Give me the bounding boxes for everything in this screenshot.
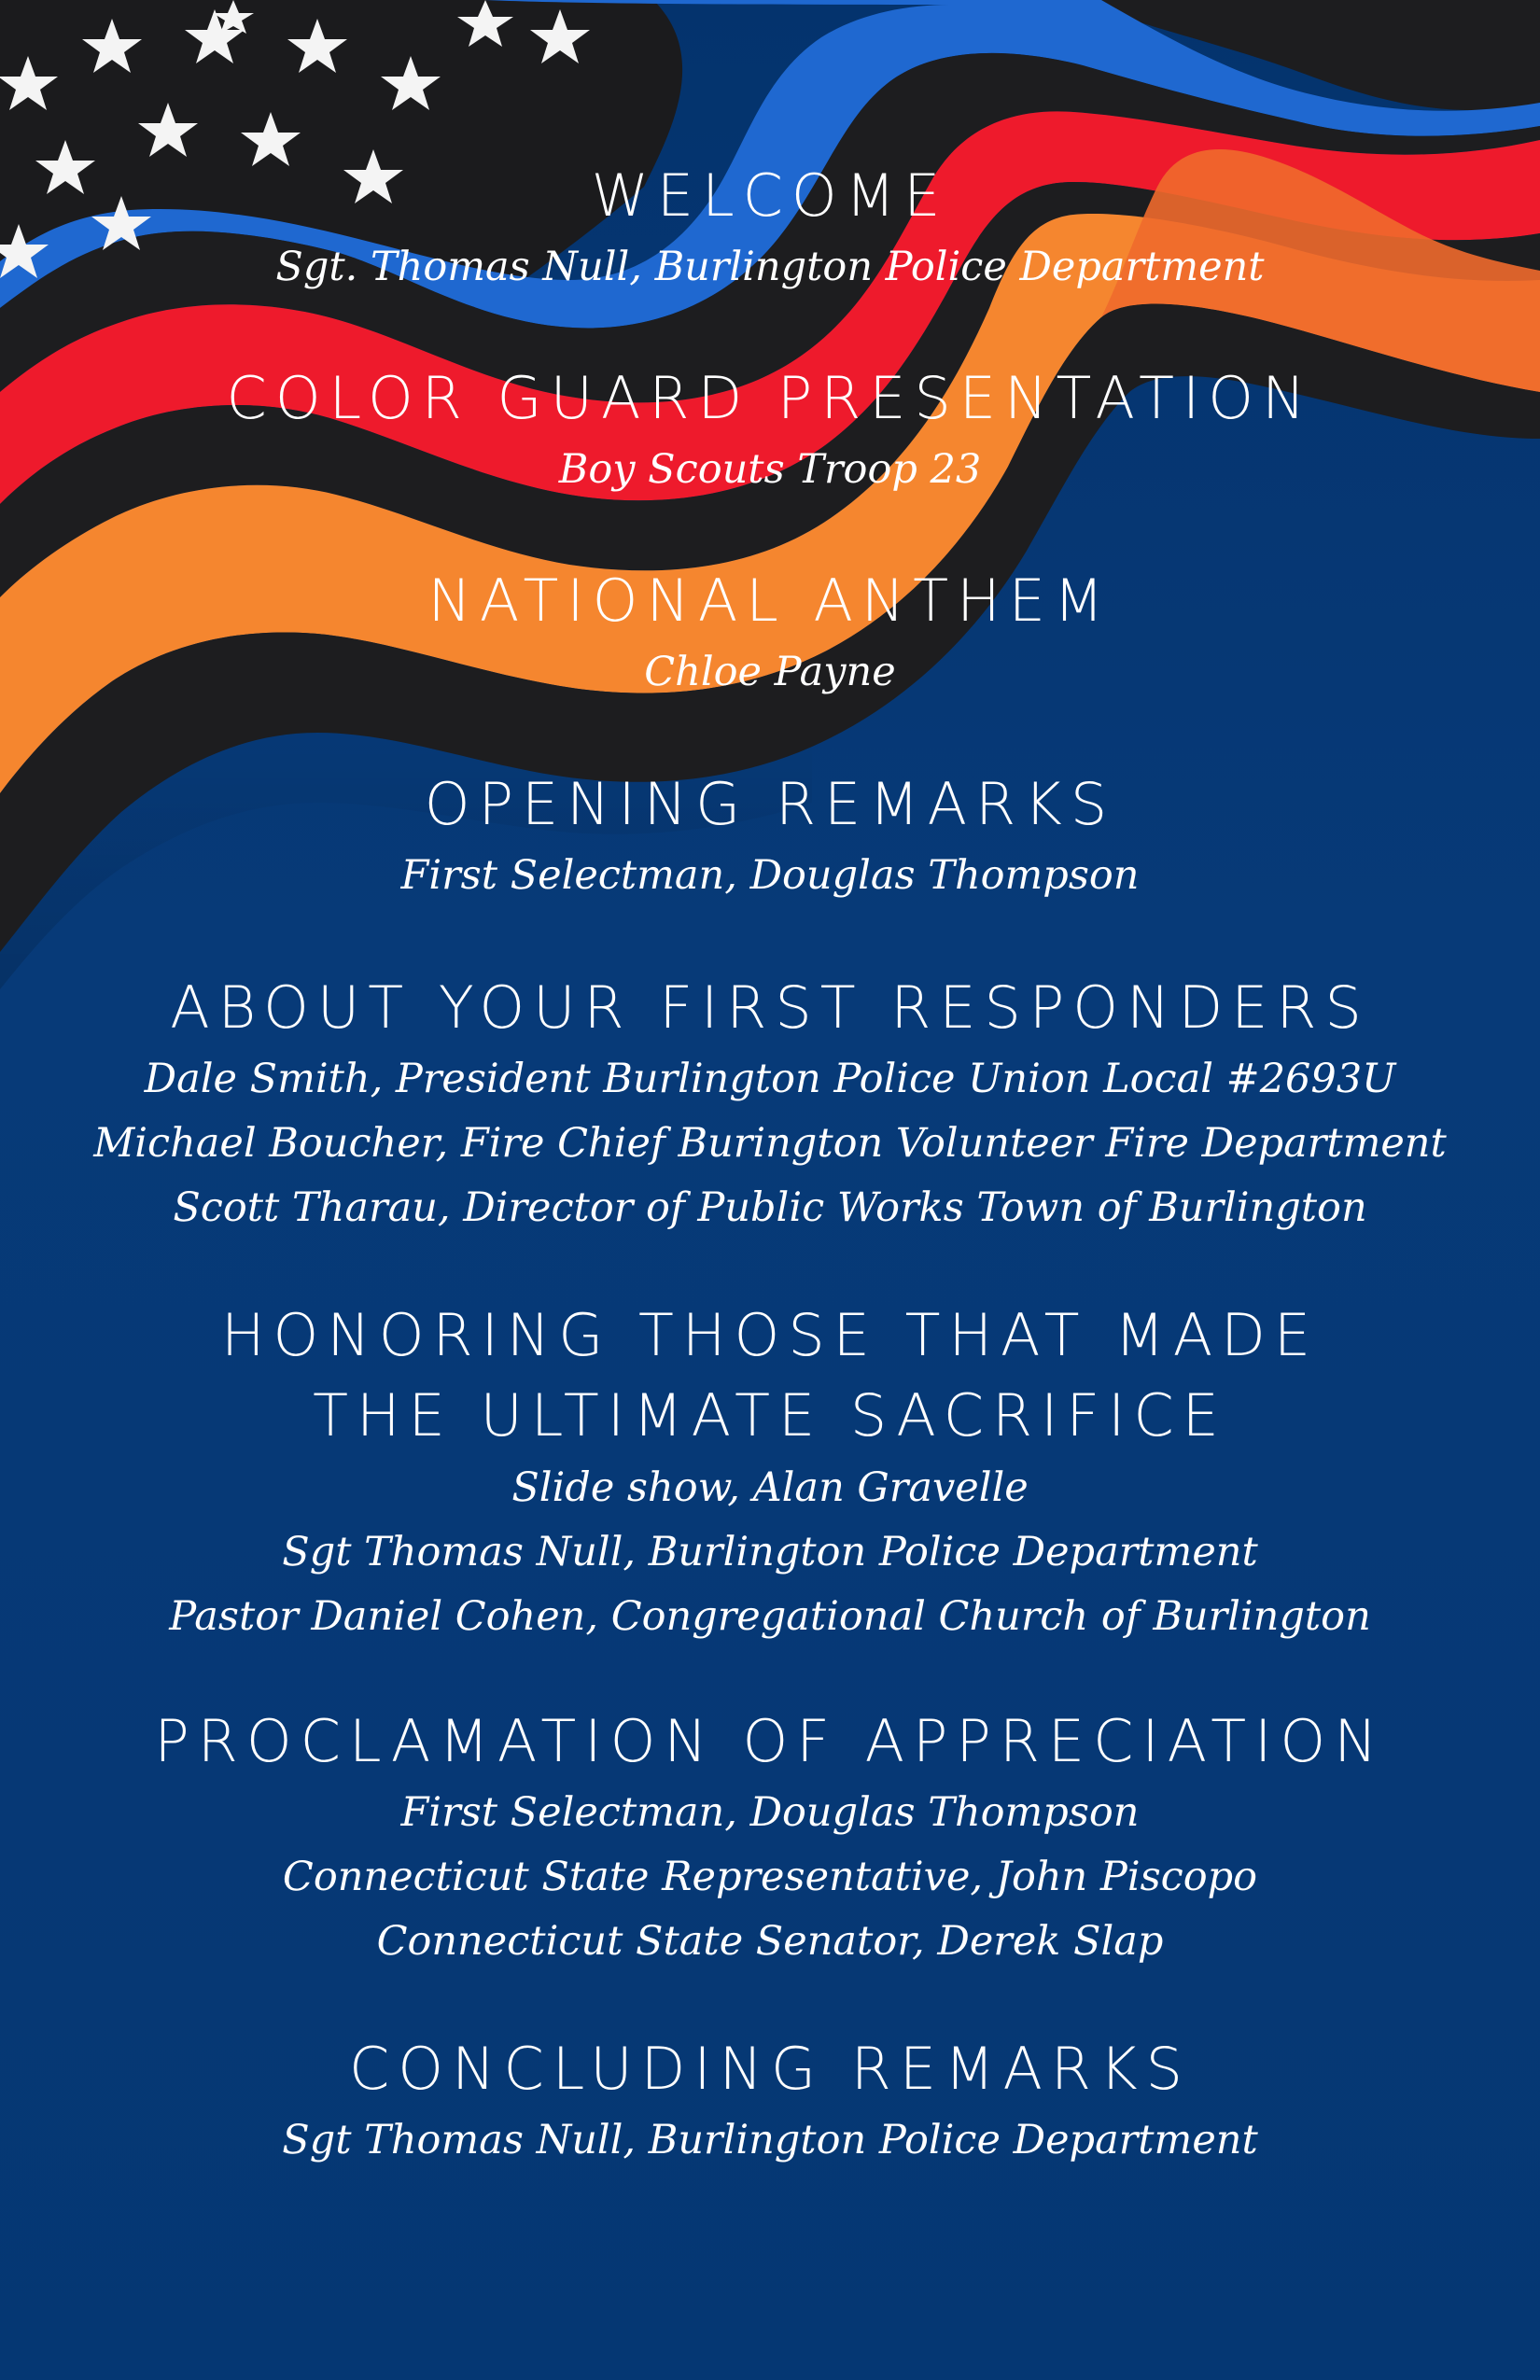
- section-heading: CONCLUDING REMARKS: [348, 2035, 1191, 2103]
- presenter-line: Pastor Daniel Cohen, Congregational Church of Burlington: [169, 1593, 1371, 1640]
- section-heading: ABOUT YOUR FIRST RESPONDERS: [170, 973, 1370, 1042]
- presenter-line: Sgt Thomas Null, Burlington Police Department: [282, 2117, 1258, 2163]
- program-item-national-anthem: [0, 562, 1540, 705]
- presenter-line: Michael Boucher, Fire Chief Burington Volunteer Fire Department: [93, 1120, 1447, 1167]
- program-item-honoring: [0, 1295, 1540, 1649]
- presenter-line: Dale Smith, President Burlington Police Union Local #2693U: [144, 1056, 1396, 1102]
- section-heading: COLOR GUARD PRESENTATION: [226, 364, 1314, 432]
- program-item-color-guard: [0, 359, 1540, 502]
- program-item-concluding-remarks: [0, 2030, 1540, 2173]
- program-item-opening-remarks: [0, 765, 1540, 908]
- presenter-line: First Selectman, Douglas Thompson: [400, 852, 1140, 899]
- presenter-line: First Selectman, Douglas Thompson: [400, 1789, 1140, 1836]
- section-heading-line-2: THE ULTIMATE SACRIFICE: [313, 1381, 1227, 1449]
- presenter-line: Sgt Thomas Null, Burlington Police Department: [282, 1529, 1258, 1575]
- presenter-line: Connecticut State Senator, Derek Slap: [376, 1918, 1164, 1965]
- program-item-proclamation: [0, 1702, 1540, 1974]
- presenter-line: Slide show, Alan Gravelle: [511, 1464, 1029, 1511]
- program-item-first-responders: [0, 969, 1540, 1240]
- section-heading: WELCOME: [591, 161, 949, 230]
- presenter-line: Boy Scouts Troop 23: [558, 446, 982, 493]
- presenter-line: Connecticut State Representative, John Piscopo: [282, 1854, 1258, 1900]
- program-item-welcome: [0, 157, 1540, 300]
- section-heading: OPENING REMARKS: [424, 770, 1116, 838]
- section-heading: HONORING THOSE THAT MADE: [220, 1301, 1320, 1369]
- section-heading: NATIONAL ANTHEM: [427, 567, 1113, 635]
- presenter-line: Chloe Payne: [644, 649, 896, 695]
- presenter-line: Scott Tharau, Director of Public Works Town of Burlington: [173, 1184, 1367, 1231]
- presenter-line: Sgt. Thomas Null, Burlington Police Department: [275, 244, 1265, 290]
- section-heading: PROCLAMATION OF APPRECIATION: [154, 1707, 1386, 1775]
